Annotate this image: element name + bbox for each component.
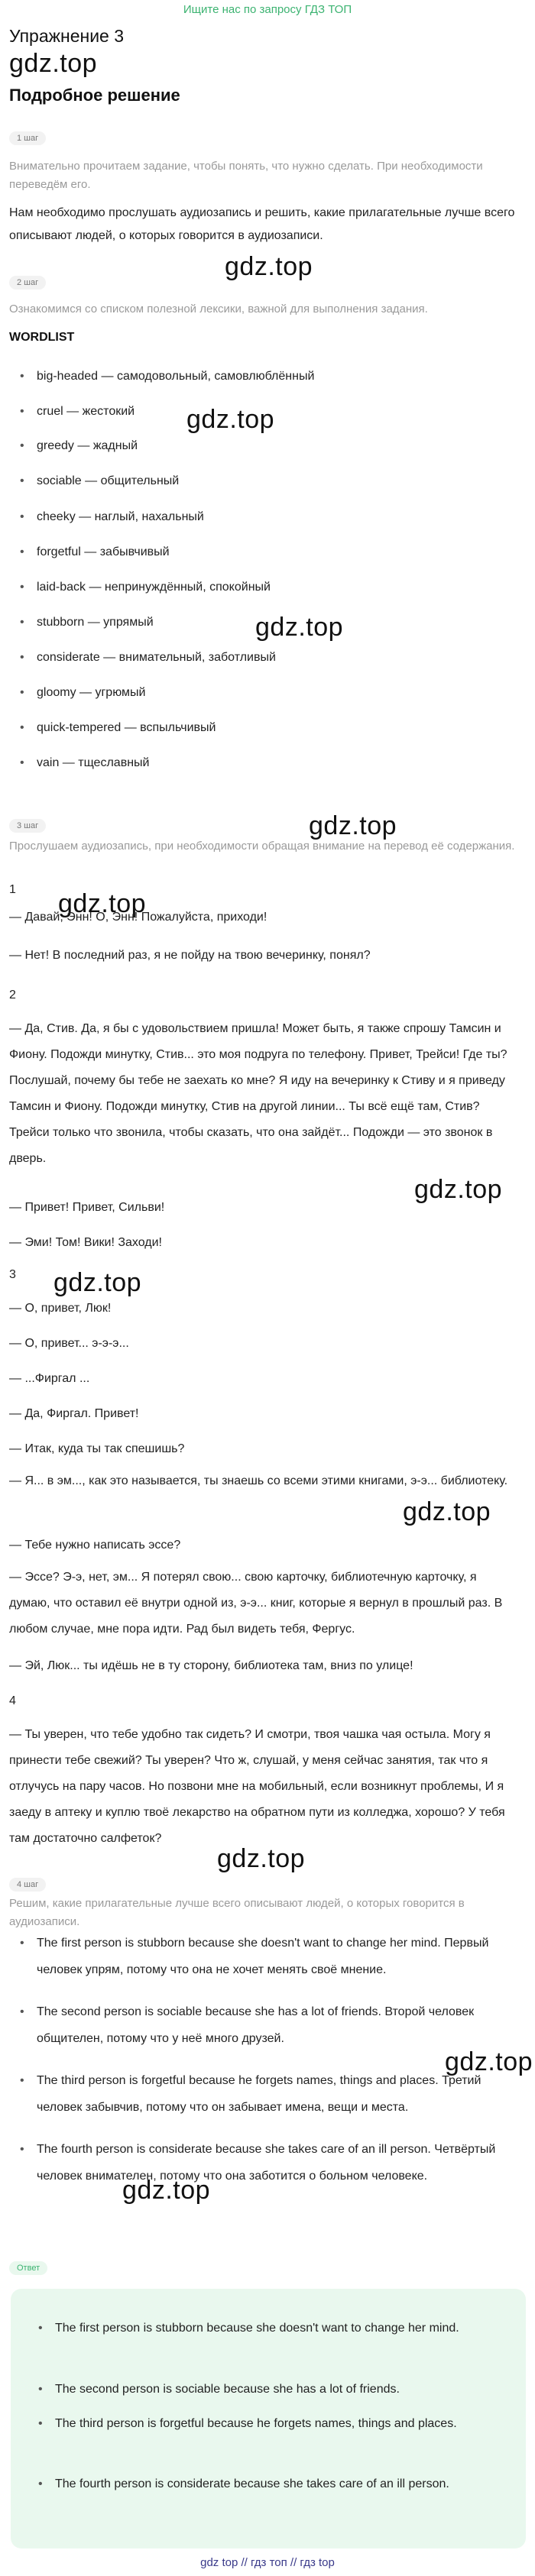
dialogue-line: — Нет! В последний раз, я не пойду на твою вечеринку, понял? (9, 949, 371, 962)
list-item: • quick-tempered — вспыльчивый (37, 721, 216, 735)
list-item: • laid-back — непринуждённый, спокойный (37, 581, 271, 594)
top-banner-link[interactable]: Ищите нас по запросу ГДЗ ТОП (183, 3, 352, 16)
dialogue-line: — ...Фиргал ... (9, 1372, 90, 1385)
dialogue-line: — Тебе нужно написать эссе? (9, 1539, 181, 1552)
wordlist-heading: WORDLIST (9, 331, 75, 344)
watermark: gdz.top (217, 1844, 306, 1873)
step-badge: 1 шаг (9, 131, 46, 145)
answer-item: • The second person is sociable because she has a lot of friends. (55, 2376, 514, 2403)
list-item: • The second person is sociable because she has a lot of friends. Второй человек общителен, потому что у неё много друзей. (37, 1998, 526, 2052)
dialogue-line: — О, привет, Люк! (9, 1302, 112, 1315)
list-item: • sociable — общительный (37, 474, 179, 488)
step-hint: Прослушаем аудиозапись, при необходимости обращая внимание на перевод её содержания. (9, 840, 515, 853)
list-item: • vain — тщеславный (37, 756, 149, 770)
dialogue-line: — Привет! Привет, Сильви! (9, 1201, 165, 1214)
list-item: • cruel — жестокий (37, 405, 135, 419)
step-badge: 2 шаг (9, 276, 46, 290)
dialogue-line: — Эй, Люк... ты идёшь не в ту сторону, библиотека там, вниз по улице! (9, 1659, 413, 1672)
step-text: Нам необходимо прослушать аудиозапись и решить, какие прилагательные лучше всего описывают людей, о которых говорится в аудиозаписи. (9, 206, 515, 242)
page-title: Упражнение 3 (9, 26, 125, 46)
watermark: gdz.top (225, 252, 313, 281)
list-item: • stubborn — упрямый (37, 616, 154, 629)
step-badge: 3 шаг (9, 819, 46, 833)
dialogue-paragraph: — Эссе? Э-э, нет, эм... Я потерял свою... свою карточку, библиотечную карточку, я думаю, что оставил её внутри одной из, э-э... книг, которые я вернул в прошлый раз. В любом случае, мне пора идти. Рад был видеть тебя, Фергус. (9, 1571, 503, 1636)
step-badge: 4 шаг (9, 1878, 46, 1892)
list-item: • The fourth person is considerate because she takes care of an ill person. Четвёртый человек внимателен, потому что она заботится о больном человеке. (37, 2136, 526, 2189)
list-item: • gloomy — угрюмый (37, 686, 145, 700)
answer-item: • The third person is forgetful because he forgets names, things and places. (55, 2410, 514, 2437)
dialogue-paragraph: — Я... в эм..., как это называется, ты знаешь со всеми этими книгами, э-э... библиотеку. (9, 1474, 508, 1487)
dialogue-line: — Давай, Энн! О, Энн! Пожалуйста, приходи! (9, 911, 268, 924)
list-item: • considerate — внимательный, заботливый (37, 651, 276, 665)
dialogue-paragraph: — Да, Стив. Да, я бы с удовольствием пришла! Может быть, я также спрошу Тамсин и Фиону. Подожди минутку, Стив... это моя подруга по телефону. Привет, Трейси! Где ты? Послушай, почему бы тебе не заехать ко мне? Я иду на вечеринку к Стиву и я приведу Тамсин и Фиону. Подожди минутку, Стив на другой линии... Ты всё ещё там, Стив? Трейси только что звонила, чтобы сказать, что она зайдёт... Подожди — это звонок в дверь. (9, 1022, 507, 1165)
dialogue-number: 3 (9, 1268, 16, 1281)
answer-item: • The fourth person is considerate because she takes care of an ill person. (55, 2471, 514, 2497)
step-hint: Внимательно прочитаем задание, чтобы понять, что нужно сделать. При необходимости переведём его. (9, 160, 483, 191)
step-hint: Решим, какие прилагательные лучше всего описывают людей, о которых говорится в аудиозаписи. (9, 1897, 465, 1928)
dialogue-line: — Да, Фиргал. Привет! (9, 1407, 139, 1420)
watermark: gdz.top (58, 889, 147, 918)
watermark: gdz.top (122, 2176, 211, 2205)
watermark: gdz.top (255, 613, 344, 642)
footer-links[interactable]: gdz top // гдз топ // гдз top (200, 2556, 335, 2569)
dialogue-number: 1 (9, 883, 16, 896)
dialogue-number: 4 (9, 1694, 16, 1707)
watermark: gdz.top (309, 811, 397, 840)
watermark: gdz.top (403, 1497, 491, 1526)
dialogue-line: — О, привет... э-э-э... (9, 1337, 129, 1350)
section-title: Подробное решение (9, 86, 180, 105)
watermark: gdz.top (9, 49, 98, 78)
answer-item: • The first person is stubborn because she doesn't want to change her mind. (55, 2315, 514, 2341)
dialogue-line: — Итак, куда ты так спешишь? (9, 1442, 185, 1455)
watermark: gdz.top (445, 2047, 533, 2076)
watermark: gdz.top (414, 1175, 503, 1204)
dialogue-number: 2 (9, 989, 16, 1002)
watermark: gdz.top (54, 1268, 142, 1297)
dialogue-paragraph: — Ты уверен, что тебе удобно так сидеть? И смотри, твоя чашка чая остыла. Могу я принести тебе свежий? Ты уверен? Что ж, слушай, у меня сейчас занятия, так что я отлучусь на пару часов. Но позвони мне на мобильный, если возникнут проблемы, И я заеду в аптеку и куплю твоё лекарство на обратном пути из колледжа, хорошо? У тебя там достаточно салфеток? (9, 1728, 505, 1845)
list-item: • greedy — жадный (37, 439, 138, 453)
list-item: • cheeky — наглый, нахальный (37, 510, 204, 524)
list-item: • The first person is stubborn because she doesn't want to change her mind. Первый человек упрям, потому что она не хочет менять своё мнение. (37, 1930, 526, 1983)
watermark: gdz.top (186, 405, 275, 434)
list-item: • forgetful — забывчивый (37, 545, 170, 559)
list-item: • The third person is forgetful because he forgets names, things and places. Третий человек забывчив, потому что он забывает имена, вещи и места. (37, 2067, 526, 2121)
answer-badge: Ответ (9, 2261, 47, 2275)
step-hint: Ознакомимся со списком полезной лексики, важной для выполнения задания. (9, 303, 428, 316)
list-item: • big-headed — самодовольный, самовлюблённый (37, 370, 314, 383)
dialogue-line: — Эми! Том! Вики! Заходи! (9, 1236, 162, 1249)
